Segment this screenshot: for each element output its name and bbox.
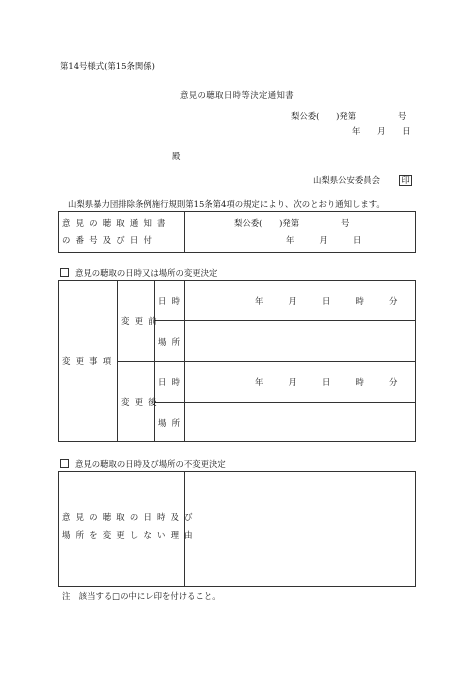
issuer xyxy=(313,175,412,186)
page-title: 意見の聴取日時等決定通知書 xyxy=(180,90,295,100)
after-label: 変更後 xyxy=(121,397,162,407)
no-change-table-divider xyxy=(184,471,185,587)
after-place-label: 場所 xyxy=(158,418,186,428)
section1-heading xyxy=(60,268,217,278)
notice-table-divider xyxy=(184,211,185,253)
change-items-label: 変更事項 xyxy=(62,356,117,366)
intro-text: 山梨県暴力団排除条例施行規則第15条第4項の規定により、次のとおり通知します。 xyxy=(68,199,385,209)
after-datetime-value: 年 月 日 時 分 xyxy=(255,377,398,387)
notice-date-value: 年 月 日 xyxy=(286,235,362,245)
notice-label-line1: 意見の聴取通知書 xyxy=(62,218,171,228)
before-datetime-value: 年 月 日 時 分 xyxy=(255,296,398,306)
form-number: 第14号様式(第15条関係) xyxy=(60,61,155,71)
doc-number: 梨公委( )発第 号 xyxy=(291,111,407,121)
issuer-name: 山梨県公安委員会 xyxy=(313,175,380,185)
section2-heading xyxy=(60,459,226,469)
issue-date: 年 月 日 xyxy=(352,126,411,136)
notice-number-value: 梨公委( )発第 号 xyxy=(234,218,350,228)
seal-mark: 印 xyxy=(401,175,410,185)
change-table-row1 xyxy=(154,320,416,321)
before-place-label: 場所 xyxy=(158,337,186,347)
no-change-table xyxy=(58,471,416,587)
addressee-suffix: 殿 xyxy=(172,151,181,161)
section1-checkbox[interactable] xyxy=(60,268,69,277)
section1-heading-text: 意見の聴取の日時又は場所の変更決定 xyxy=(75,268,218,278)
section2-heading-text: 意見の聴取の日時及び場所の不変更決定 xyxy=(75,459,226,469)
section2-checkbox[interactable] xyxy=(60,459,69,468)
change-table-row2 xyxy=(117,361,416,362)
reason-label-line1: 意見の聴取の日時及び xyxy=(62,512,198,522)
before-datetime-label: 日時 xyxy=(158,296,186,306)
change-table-row3 xyxy=(154,402,416,403)
notice-label-line2: の番号及び日付 xyxy=(62,235,158,245)
before-label: 変更前 xyxy=(121,316,162,326)
after-datetime-label: 日時 xyxy=(158,377,186,387)
footnote: 注 該当する□の中にレ印を付けること。 xyxy=(62,591,221,601)
reason-label-line2: 場所を変更しない理由 xyxy=(62,530,198,540)
